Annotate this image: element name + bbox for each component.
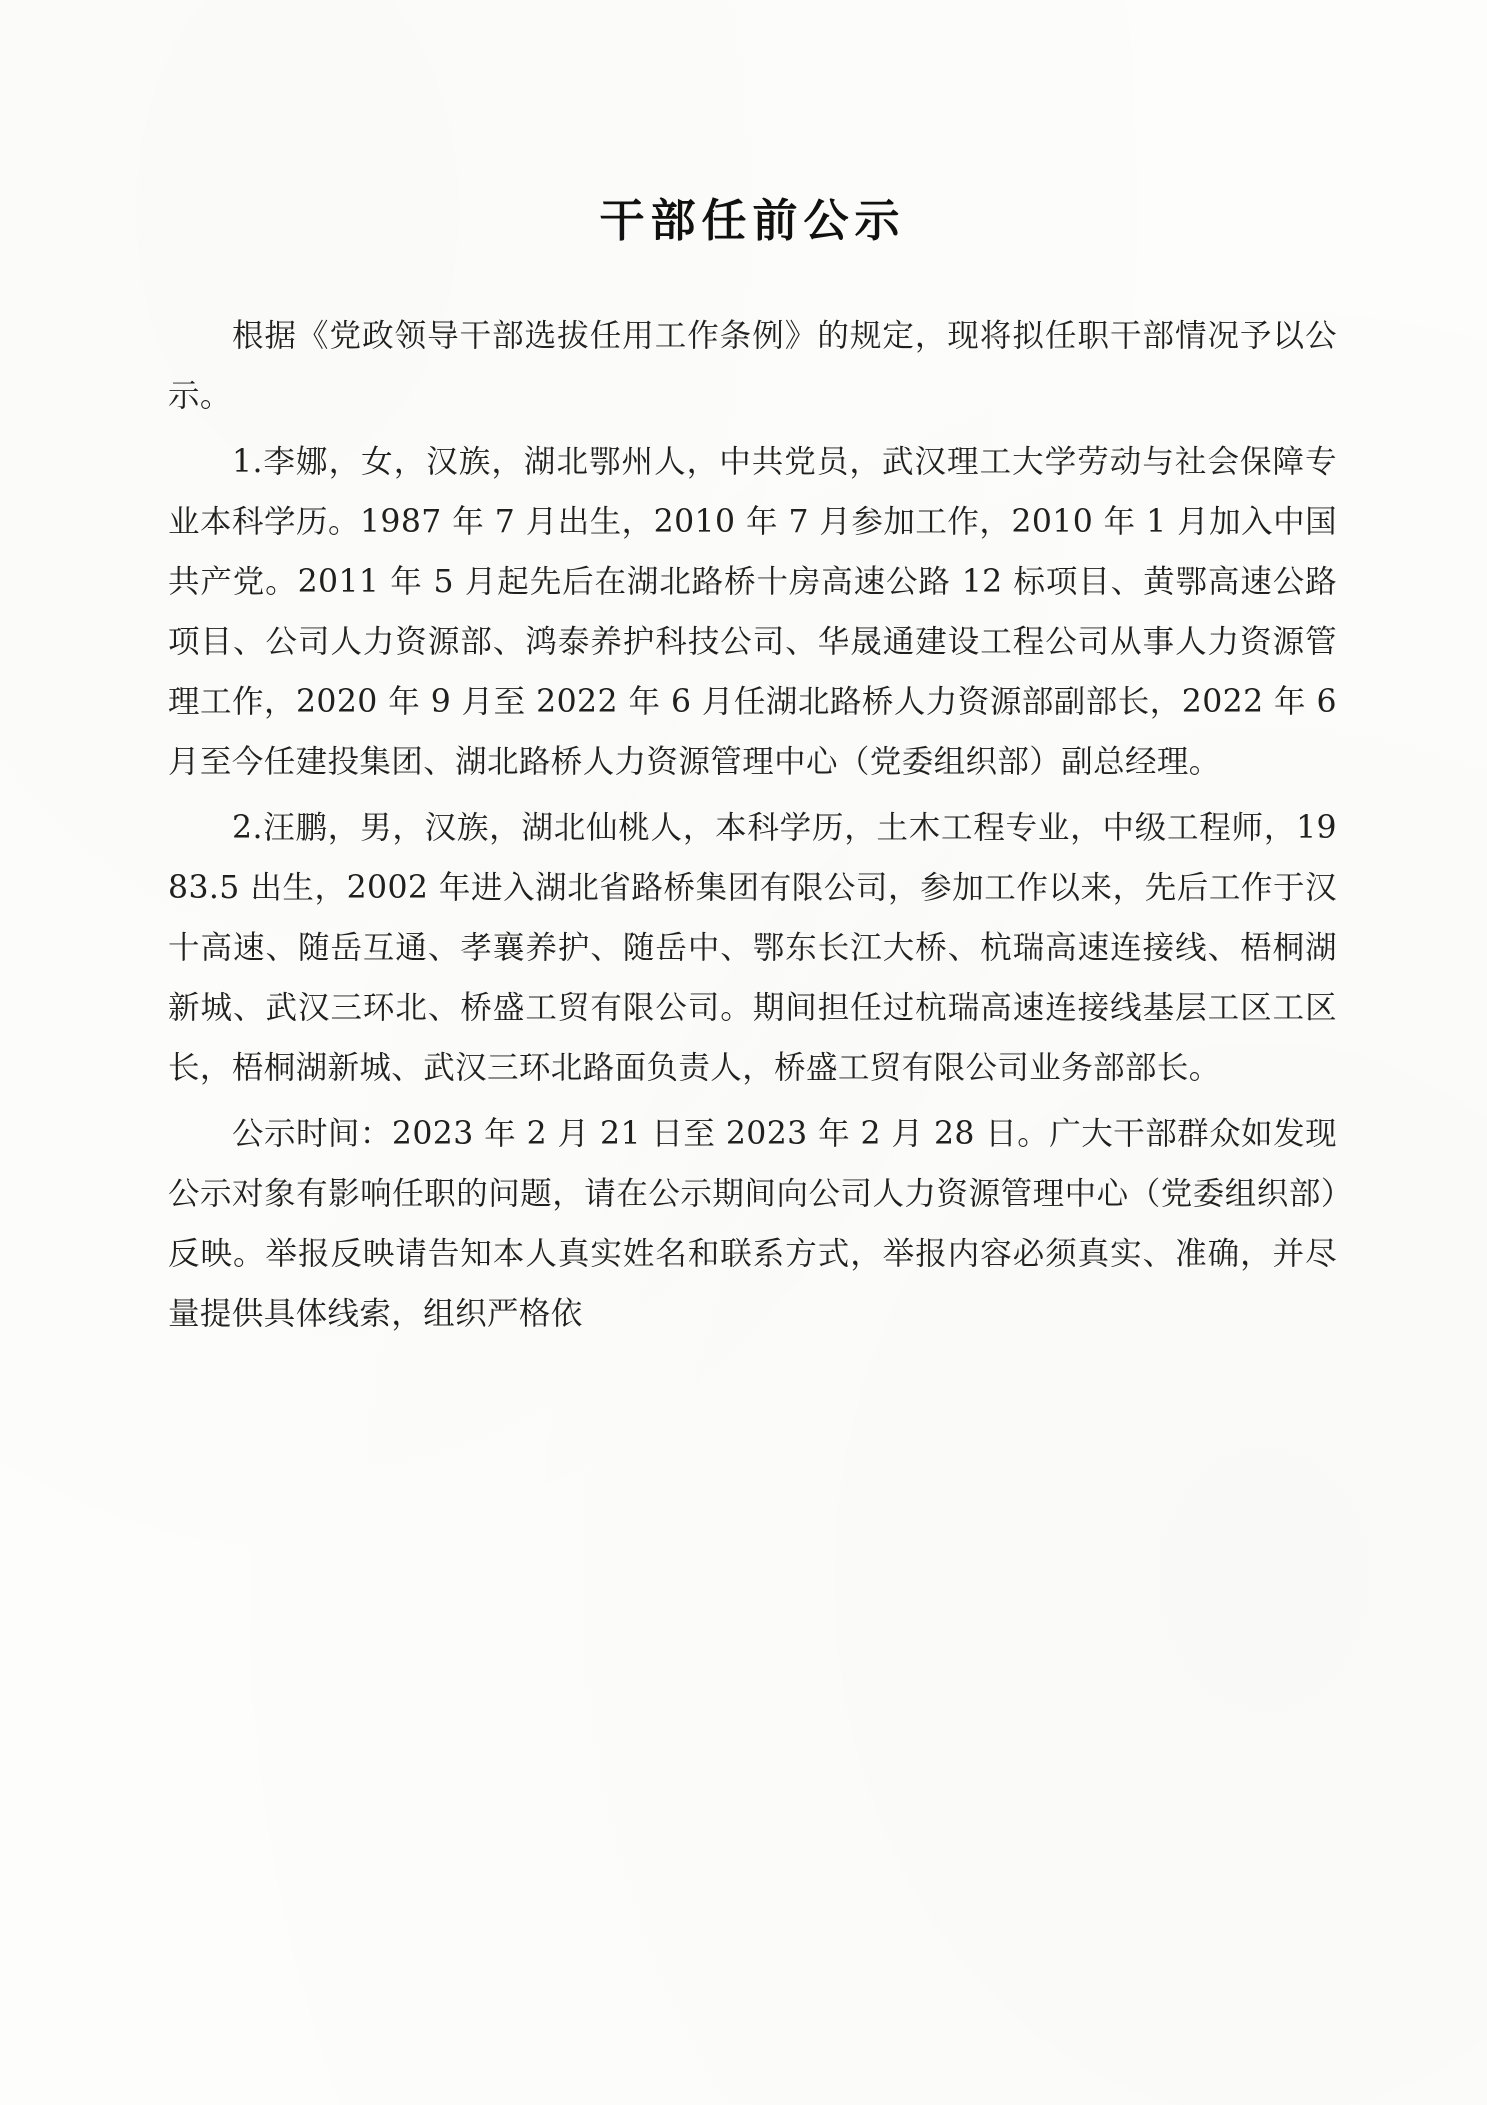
- document-content: [168, 0, 1337, 2105]
- paragraph-notice-period: 公示时间：2023 年 2 月 21 日至 2023 年 2 月 28 日。广大干部群众如发现公示对象有影响任职的问题，请在公示期间向公司人力资源管理中心（党委组织部）反映。举报反映请告知本人真实姓名和联系方式，举报内容必须真实、准确，并尽量提供具体线索，组织严格依: [168, 1115, 1337, 1332]
- document-body: [168, 246, 1337, 1344]
- paragraph-intro: 根据《党政领导干部选拔任用工作条例》的规定，现将拟任职干部情况予以公示。: [168, 317, 1337, 414]
- page-title: 干部任前公示: [599, 194, 906, 247]
- paragraph-candidate-1: 1.李娜，女，汉族，湖北鄂州人，中共党员，武汉理工大学劳动与社会保障专业本科学历。1987 年 7 月出生，2010 年 7 月参加工作，2010 年 1 月加入中国共产党。2011 年 5 月起先后在湖北路桥十房高速公路 12 标项目、黄鄂高速公路项目、公司人力资源部、鸿泰养护科技公司、华晟通建设工程公司从事人力资源管理工作，2020 年 9 月至 2022 年 6 月任湖北路桥人力资源部副部长，2022 年 6 月至今任建投集团、湖北路桥人力资源管理中心（党委组织部）副总经理。: [168, 443, 1337, 780]
- paragraph-candidate-2: 2.汪鹏，男，汉族，湖北仙桃人，本科学历，土木工程专业，中级工程师，1983.5 出生，2002 年进入湖北省路桥集团有限公司，参加工作以来，先后工作于汉十高速、随岳互通、孝襄养护、随岳中、鄂东长江大桥、杭瑞高速连接线、梧桐湖新城、武汉三环北、桥盛工贸有限公司。期间担任过杭瑞高速连接线基层工区工区长，梧桐湖新城、武汉三环北路面负责人，桥盛工贸有限公司业务部部长。: [168, 809, 1337, 1086]
